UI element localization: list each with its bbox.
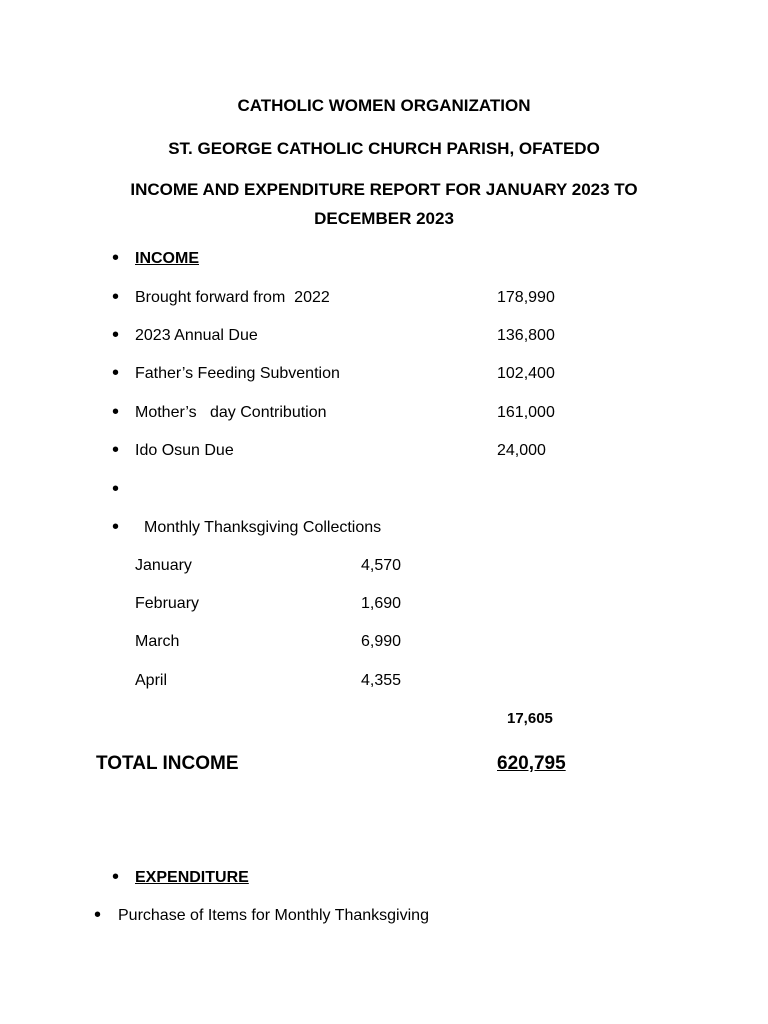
report-title-line2: DECEMBER 2023 (314, 209, 454, 228)
income-item-amount: 161,000 (497, 404, 555, 421)
month-label: April (135, 672, 168, 689)
month-label: February (135, 595, 200, 612)
bullet-icon: • (112, 401, 120, 423)
month-amount: 1,690 (361, 595, 402, 612)
income-item-amount: 178,990 (497, 289, 555, 306)
month-label: January (135, 557, 192, 574)
bullet-icon: • (112, 247, 120, 269)
income-item-amount: 102,400 (497, 365, 555, 382)
month-label: March (135, 633, 180, 650)
bullet-icon: • (112, 866, 120, 888)
bullet-icon: • (112, 362, 120, 384)
thanksgiving-heading: Monthly Thanksgiving Collections (144, 519, 382, 536)
income-item-label: 2023 Annual Due (135, 327, 258, 344)
income-item-amount: 24,000 (497, 442, 546, 459)
income-item-amount: 136,800 (497, 327, 555, 344)
expenditure-heading: EXPENDITURE (135, 869, 249, 886)
total-income-amount: 620,795 (497, 753, 566, 774)
income-item-label: Father’s Feeding Subvention (135, 365, 340, 382)
total-income-label: TOTAL INCOME (96, 753, 239, 774)
income-item-label: Ido Osun Due (135, 442, 234, 459)
report-title-line1: INCOME AND EXPENDITURE REPORT FOR JANUARY 2023 TO (130, 180, 638, 199)
income-item-label: Mother’s day Contribution (135, 404, 327, 421)
bullet-icon: • (94, 904, 102, 926)
bullet-icon: • (112, 324, 120, 346)
month-amount: 6,990 (361, 633, 402, 650)
bullet-icon: • (112, 439, 120, 461)
parish-title: ST. GEORGE CATHOLIC CHURCH PARISH, OFATEDO (168, 139, 600, 158)
month-amount: 4,570 (361, 557, 402, 574)
income-heading: INCOME (135, 250, 199, 267)
bullet-icon: • (112, 286, 120, 308)
month-amount: 4,355 (361, 672, 402, 689)
organization-title: CATHOLIC WOMEN ORGANIZATION (237, 96, 531, 115)
thanksgiving-subtotal: 17,605 (507, 710, 553, 727)
expenditure-item-label: Purchase of Items for Monthly Thanksgiving (118, 907, 429, 924)
income-item-label: Brought forward from 2022 (135, 289, 330, 306)
bullet-icon: • (112, 478, 120, 500)
bullet-icon: • (112, 516, 120, 538)
